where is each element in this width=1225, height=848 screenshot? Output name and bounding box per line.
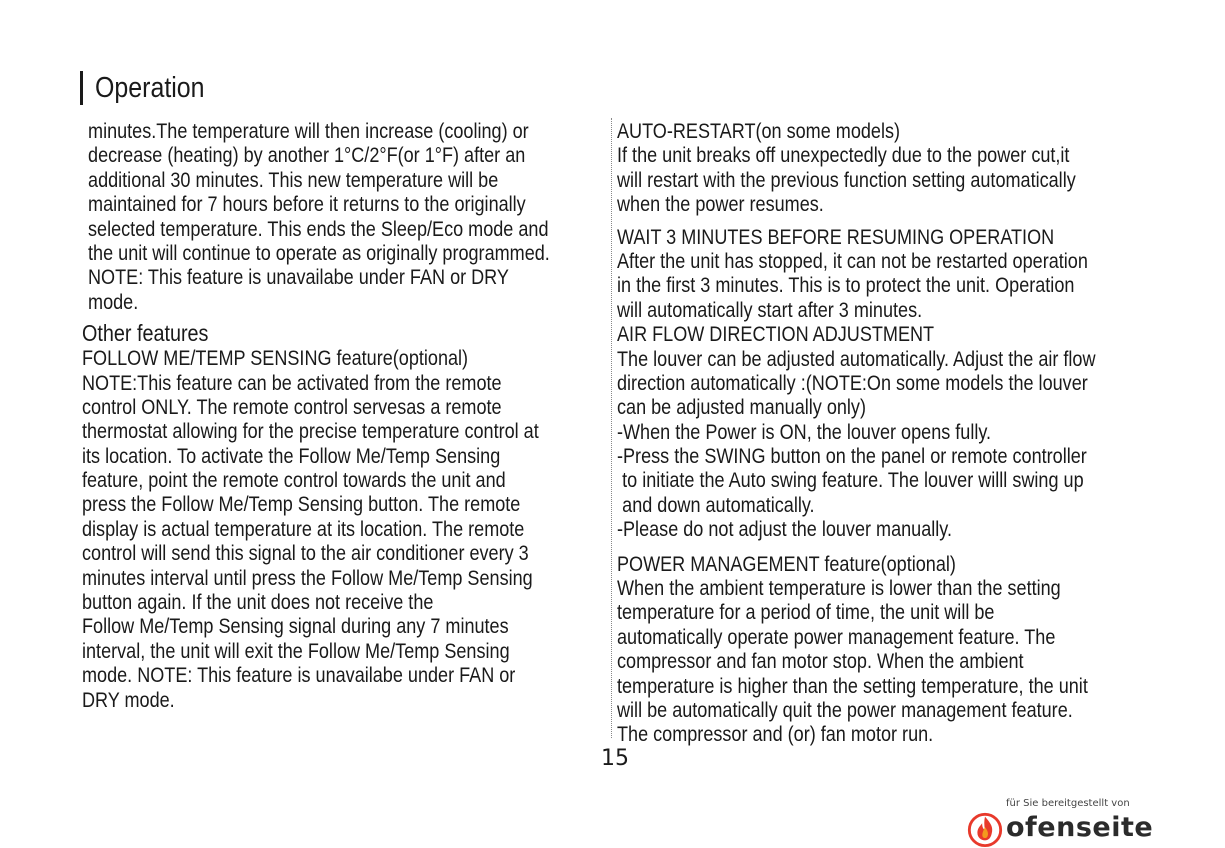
text-line: in the first 3 minutes. This is to protect the unit. Operation [617, 274, 1075, 298]
text-line: when the power resumes. [617, 193, 824, 217]
text-line: will automatically start after 3 minutes. [617, 298, 923, 322]
text-line: Follow Me/Temp Sensing signal during any 7 minutes [82, 615, 509, 639]
text-line: feature, point the remote control towards the unit and [82, 469, 506, 493]
text-line: display is actual temperature at its location. The remote [82, 517, 525, 541]
text-line: temperature is higher than the setting temperature, the unit [617, 674, 1088, 698]
text-line: If the unit breaks off unexpectedly due to the power cut,it [617, 144, 1070, 168]
wait-3-minutes-section [617, 226, 1142, 324]
follow-me-section [82, 347, 602, 713]
text-line: mode. NOTE: This feature is unavailabe under FAN or [82, 664, 516, 688]
text-line: -Press the SWING button on the panel or remote controller [617, 445, 1087, 469]
text-line: the unit will continue to operate as originally programmed. [88, 241, 550, 265]
text-line: temperature for a period of time, the unit will be [617, 601, 995, 625]
section-heading-follow-me: FOLLOW ME/TEMP SENSING feature(optional) [82, 347, 469, 371]
branding-subtitle: für Sie bereitgestellt von [1006, 798, 1130, 809]
text-line: direction automatically :(NOTE:On some models the louver [617, 371, 1088, 395]
section-heading-wait-3-minutes: WAIT 3 MINUTES BEFORE RESUMING OPERATION [617, 225, 1055, 249]
text-line: compressor and fan motor stop. When the ambient [617, 650, 1024, 674]
section-heading-auto-restart: AUTO-RESTART(on some models) [617, 120, 901, 143]
text-line: NOTE: This feature is unavailabe under FAN or DRY [88, 266, 509, 290]
page-header [80, 70, 222, 106]
section-heading-other-features: Other features [82, 320, 209, 347]
section-heading-power-management: POWER MANAGEMENT feature(optional) [617, 552, 956, 576]
column-divider [611, 118, 612, 738]
section-heading-air-flow: AIR FLOW DIRECTION ADJUSTMENT [617, 323, 935, 347]
text-line: control ONLY. The remote control servesas a remote [82, 395, 502, 419]
text-line: and down automatically. [622, 493, 815, 517]
text-line: additional 30 minutes. This new temperature will be [88, 168, 499, 192]
text-line: automatically operate power management feature. The [617, 625, 1056, 649]
text-line: can be adjusted manually only) [617, 396, 866, 420]
text-line: The compressor and (or) fan motor run. [617, 723, 934, 747]
branding-name: ofenseite [1006, 812, 1154, 843]
text-line: -When the Power is ON, the louver opens fully. [617, 420, 992, 444]
text-line: mode. [88, 290, 139, 314]
text-line: After the unit has stopped, it can not be restarted operation [617, 249, 1088, 273]
sleep-eco-continuation [82, 120, 602, 315]
text-line: will be automatically quit the power management feature. [617, 698, 1073, 722]
text-line: control will send this signal to the air conditioner every 3 [82, 542, 529, 566]
text-line: maintained for 7 hours before it returns to the originally [88, 193, 526, 217]
right-column [617, 120, 1142, 748]
text-line: DRY mode. [82, 688, 175, 712]
text-line: to initiate the Auto swing feature. The louver willl swing up [622, 469, 1084, 493]
text-line: press the Follow Me/Temp Sensing button. The remote [82, 493, 521, 517]
text-line: The louver can be adjusted automatically. Adjust the air flow [617, 347, 1096, 371]
flame-logo-icon [966, 810, 1004, 848]
text-line: -Please do not adjust the louver manually. [617, 518, 952, 542]
branding[interactable] [966, 798, 1154, 848]
text-line: button again. If the unit does not receive the [82, 591, 434, 615]
text-line: NOTE:This feature can be activated from the remote [82, 371, 502, 395]
air-flow-section [617, 323, 1142, 543]
header-accent-bar [80, 71, 83, 105]
text-line: minutes interval until press the Follow Me/Temp Sensing [82, 566, 533, 590]
left-column [82, 120, 602, 713]
text-line: minutes.The temperature will then increase (cooling) or [88, 120, 529, 143]
text-line: When the ambient temperature is lower than the setting [617, 577, 1061, 601]
auto-restart-section [617, 120, 1142, 218]
page-title: Operation [95, 72, 205, 104]
text-line: will restart with the previous function setting automatically [617, 168, 1076, 192]
text-line: selected temperature. This ends the Sleep/Eco mode and [88, 217, 549, 241]
text-line: interval, the unit will exit the Follow Me/Temp Sensing [82, 639, 510, 663]
text-line: its location. To activate the Follow Me/Temp Sensing [82, 444, 501, 468]
text-line: thermostat allowing for the precise temperature control at [82, 420, 539, 444]
text-line: decrease (heating) by another 1°C/2°F(or 1°F) after an [88, 144, 526, 168]
power-management-section [617, 553, 1142, 748]
page-number: 15 [601, 746, 629, 771]
